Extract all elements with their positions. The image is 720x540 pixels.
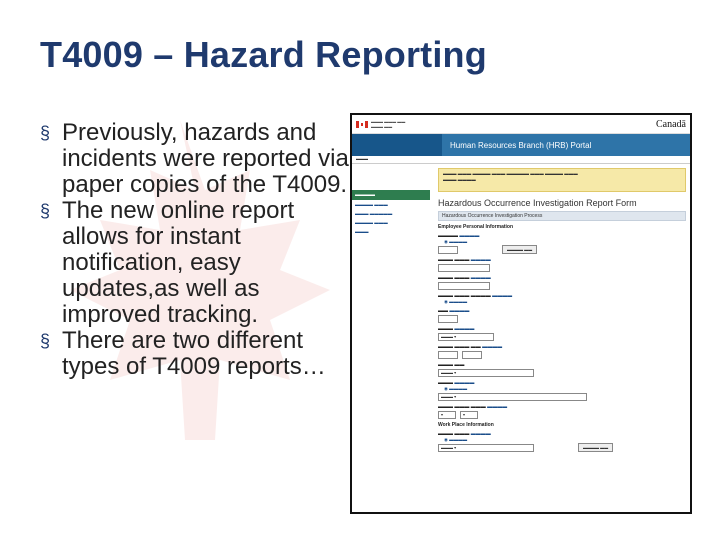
form-area	[430, 164, 690, 452]
field-label: ▬▬▬ ▬▬▬ ▬▬▬▬	[438, 257, 491, 263]
government-header	[352, 115, 690, 134]
field-label: ▬▬▬ ▬▬▬ ▬▬▬▬	[438, 275, 491, 281]
select-field[interactable]: ▬▬▬ ▾	[438, 393, 587, 401]
text-field[interactable]	[438, 282, 490, 290]
bullet-text: There are two different types of T4009 reports…	[62, 327, 326, 380]
bullet-section-icon: §	[40, 123, 51, 143]
text-field[interactable]	[438, 315, 458, 323]
notice-box: ▬▬▬ ▬▬▬ ▬▬▬▬ ▬▬▬ ▬▬▬▬▬ ▬▬▬ ▬▬▬▬ ▬▬▬ ▬▬▬ ▬▬▬▬	[438, 168, 686, 192]
bullet-text: The new online report allows for instant notification, easy updates,as well as improved tracking.	[62, 197, 295, 328]
radio-option[interactable]: ◉ ▬▬▬▬	[444, 239, 468, 244]
select-field[interactable]: ▬▬▬ ▾	[438, 333, 494, 341]
text-field[interactable]	[438, 351, 458, 359]
canada-flag-icon	[356, 121, 368, 128]
sidebar-link[interactable]: ▬▬▬ ▬▬▬▬▬	[355, 211, 393, 216]
field-label: ▬▬▬ ▬▬▬ ▬▬▬ ▬▬▬▬	[438, 404, 508, 410]
bullet-section-icon: §	[40, 331, 51, 351]
portal-sidebar	[352, 164, 430, 452]
radio-option[interactable]: ◉ ▬▬▬▬	[444, 299, 468, 304]
sidebar-link[interactable]: ▬▬▬▬ ▬▬▬	[355, 202, 388, 207]
portal-title: Human Resources Branch (HRB) Portal	[450, 140, 592, 150]
portal-logo	[352, 134, 442, 156]
field-label: ▬▬▬ ▬▬	[438, 362, 465, 368]
radio-option[interactable]: ◉ ▬▬▬▬	[444, 386, 468, 391]
field-label: ▬▬▬ ▬▬▬ ▬▬ ▬▬▬▬	[438, 344, 503, 350]
field-label: ▬▬▬ ▬▬▬ ▬▬▬▬ ▬▬▬▬	[438, 293, 513, 299]
bullet-item	[40, 198, 360, 328]
select-field[interactable]: ▬▬▬ ▾	[438, 444, 534, 452]
bullet-item	[40, 120, 360, 198]
portal-banner	[352, 134, 690, 156]
form-title: Hazardous Occurrence Investigation Report Form	[438, 198, 637, 208]
form-button[interactable]: ▬▬▬▬ ▬▬	[578, 443, 613, 452]
language-strip: ▬▬▬	[352, 156, 690, 164]
text-field[interactable]	[438, 264, 490, 272]
field-label: ▬▬▬ ▬▬▬▬	[438, 326, 475, 332]
bullet-section-icon: §	[40, 201, 51, 221]
field-label: ▬▬ ▬▬▬▬	[438, 308, 470, 314]
form-button[interactable]: ▬▬▬▬ ▬▬	[502, 245, 537, 254]
bullet-item	[40, 328, 360, 380]
field-label: ▬▬▬ ▬▬▬ ▬▬▬▬	[438, 431, 491, 437]
portal-screenshot	[350, 113, 692, 514]
text-field[interactable]	[438, 246, 458, 254]
sidebar-heading: ▬▬▬▬	[352, 190, 430, 200]
bullet-list	[40, 120, 360, 380]
sidebar-link[interactable]: ▬▬▬▬ ▬▬▬	[355, 220, 388, 225]
section-bar: Hazardous Occurrence Investigation Process	[438, 211, 686, 221]
sidebar-link[interactable]: ▬▬▬	[355, 229, 369, 234]
field-label: ▬▬▬ ▬▬▬▬	[438, 380, 475, 386]
field-label: ▬▬▬▬ ▬▬▬▬	[438, 233, 480, 239]
bullet-text: Previously, hazards and incidents were reported via paper copies of the T4009.	[62, 119, 349, 198]
government-text: ▬▬▬ ▬▬▬ ▬▬ ▬▬▬ ▬▬	[371, 119, 406, 129]
radio-option[interactable]: ◉ ▬▬▬▬	[444, 437, 468, 442]
canada-wordmark: Canadā	[656, 118, 686, 130]
select-field[interactable]: ▾	[460, 411, 478, 419]
select-field[interactable]: ▬▬▬ ▾	[438, 369, 534, 377]
text-field[interactable]	[462, 351, 482, 359]
portal-body	[352, 164, 690, 452]
select-field[interactable]: ▾	[438, 411, 456, 419]
subsection-heading: Work Place Information	[438, 422, 494, 428]
slide-title: T4009 – Hazard Reporting	[40, 34, 487, 75]
subsection-heading: Employee Personal Information	[438, 224, 514, 230]
